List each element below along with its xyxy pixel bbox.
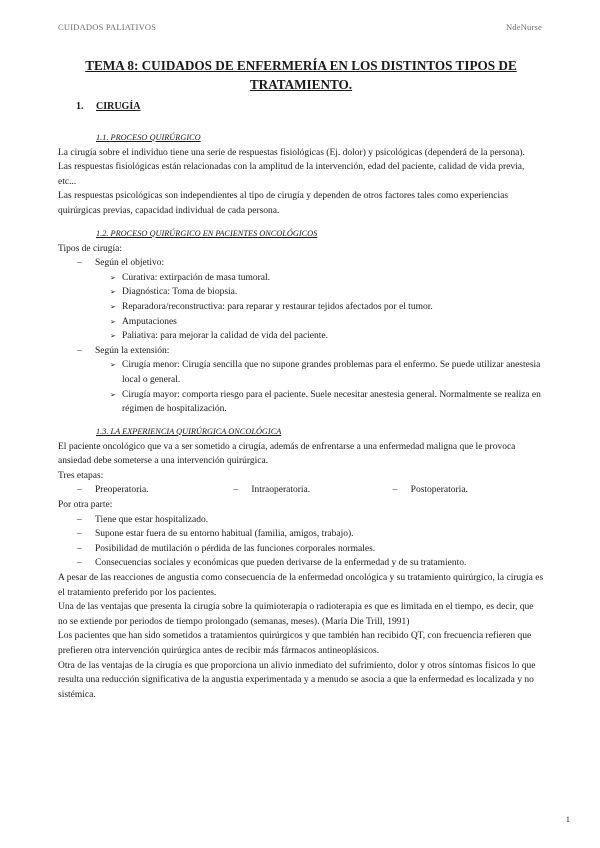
header-right: NdeNurse [505, 22, 542, 32]
section-heading [76, 100, 544, 115]
page-number: 1 [565, 814, 570, 824]
list-item: ➢ Cirugía mayor: comporta riesgo para el paciente. Suele necesitar anestesia general. Normalmente se realiza en régimen de hospitalización. [58, 388, 544, 417]
list-item: – Tiene que estar hospitalizado. [58, 513, 544, 528]
etapa-item: – Postoperatoria. [385, 483, 544, 498]
paragraph: Una de las ventajas que presenta la cirugía sobre la quimioterapia o radioterapia es que es limitada en el tiempo, es decir, que no se extiende por periodos de tiempo prolongado (semanas, meses). (María Die Trill, 1991) [58, 602, 534, 627]
paragraph: Los pacientes que han sido sometidos a tratamientos quirúrgicos y que también han recibido QT, con frecuencia refieren que prefieren otra intervención quirúrgica antes de recibir más fármacos antineoplásicos. [58, 631, 532, 656]
list-item: – Según la extensión: [58, 344, 544, 359]
list-item: – Según el objetivo: [58, 256, 544, 271]
paragraph: Las respuestas psicológicas son independientes al tipo de cirugía y dependen de otros factores tales como experiencias quirúrgicas previas, capacidad individual de cada persona. [58, 191, 509, 216]
list-item: – Consecuencias sociales y económicas que pueden derivarse de la enfermedad y de su tratamiento. [58, 556, 544, 571]
paragraph: A pesar de las reacciones de angustia como consecuencia de la enfermedad oncológica y su tratamiento quirúrgico, la cirugía es el tratamiento preferido por los pacientes. [58, 573, 544, 598]
list-item: ➢ Reparadora/reconstructiva: para reparar y restaurar tejidos afectados por el tumor. [58, 300, 544, 315]
paragraph: Por otra parte: [58, 500, 113, 511]
paragraph: La cirugía sobre el individuo tiene una serie de respuestas fisiológicas (Ej. dolor) y psicológicas (dependerá de la persona). [58, 147, 525, 158]
paragraph: Tipos de cirugía: [58, 243, 123, 254]
page-title: TEMA 8: CUIDADOS DE ENFERMERÍA EN LOS DISTINTOS TIPOS DE TRATAMIENTO. [85, 58, 517, 92]
section-title: CIRUGÍA [96, 101, 141, 112]
list-item: ➢ Diagnóstica: Toma de biopsia. [58, 285, 544, 300]
list-item: ➢ Amputaciones [58, 315, 544, 330]
section-number: 1. [76, 101, 84, 112]
paragraph: Otra de las ventajas de la cirugía es que proporciona un alivio inmediato del sufrimiento, dolor y otros síntomas físicos lo que resulta una reducción significativa de la angustia experimentada y a menudo se asocia a que la enfermedad es localizada y no sistémica. [58, 660, 536, 700]
paragraph: Tres etapas: [58, 470, 104, 481]
etapa-item: – Preoperatoria. [58, 483, 228, 498]
document-body [58, 56, 544, 702]
paragraph: El paciente oncológico que va a ser sometido a cirugía, además de enfrentarse a una enfermedad maligna que le provoca ansiedad debe someterse a una intervención quirúrgica. [58, 441, 516, 467]
paragraph: Las respuestas fisiológicas están relacionadas con la amplitud de la intervención, edad del paciente, calidad de vida previa, etc... [58, 162, 525, 187]
list-item: ➢ Cirugía menor: Cirugía sencilla que no supone grandes problemas para el enfermo. Se puede utilizar anestesia local o general. [58, 358, 544, 387]
subsection-heading-1-2: 1.2. PROCESO QUIRÚRGICO EN PACIENTES ONCOLÓGICOS [96, 228, 318, 238]
etapa-item: – Intraoperatoria. [228, 483, 384, 498]
list-item: ➢ Curativa: extirpación de masa tumoral. [58, 271, 544, 286]
list-item: – Posibilidad de mutilación o pérdida de las funciones corporales normales. [58, 542, 544, 557]
subsection-heading-1-3: 1.3. LA EXPERIENCIA QUIRÚRGICA ONCOLÓGICA [96, 426, 282, 436]
etapas-row [58, 483, 544, 498]
list-item: – Supone estar fuera de su entorno habitual (familia, amigos, trabajo). [58, 527, 544, 542]
header-left: CUIDADOS PALIATIVOS [58, 22, 157, 32]
subsection-heading-1-1: 1.1. PROCESO QUIRÚRGICO [96, 132, 201, 142]
list-item: ➢ Paliativa: para mejorar la calidad de vida del paciente. [58, 329, 544, 344]
